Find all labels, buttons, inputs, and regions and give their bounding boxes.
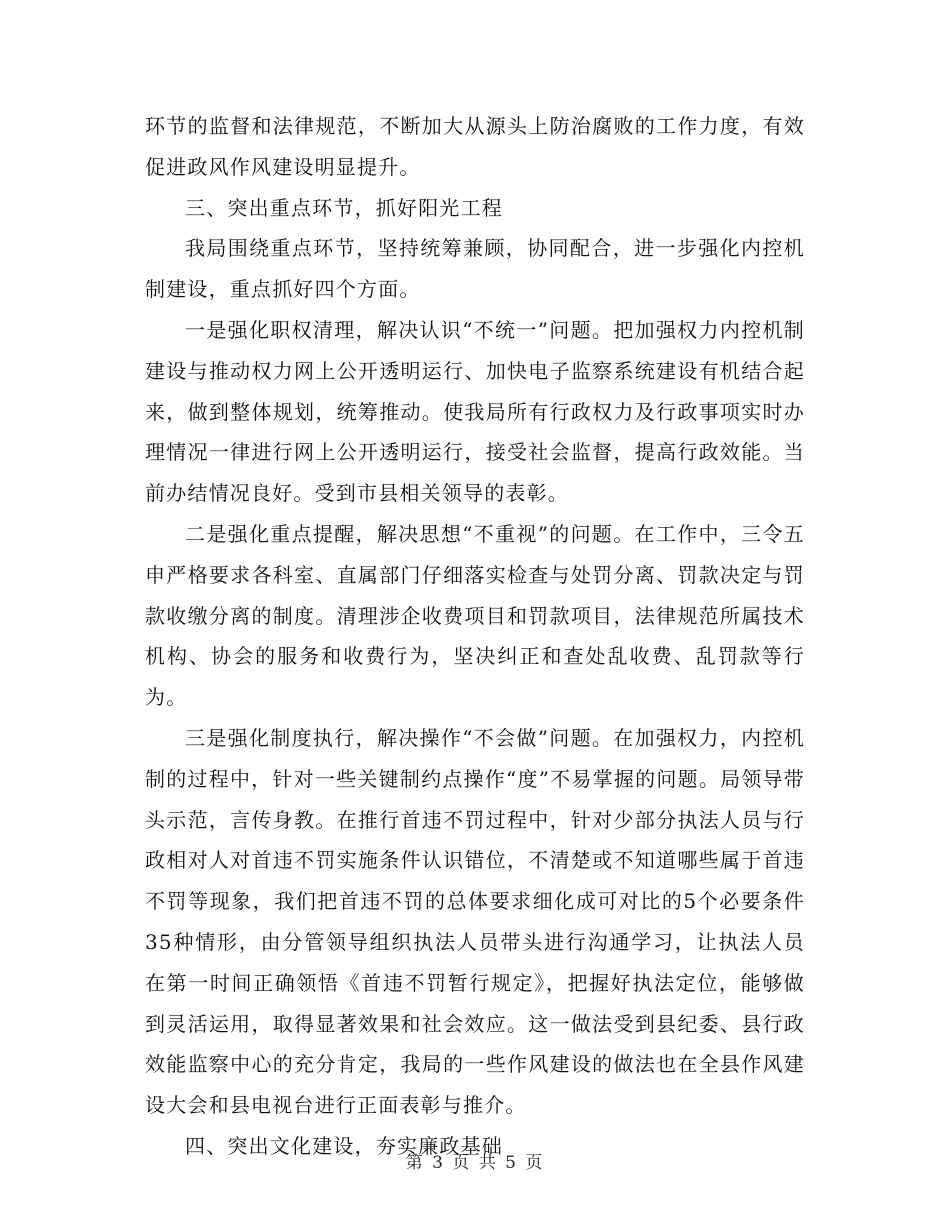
page-footer [0, 1148, 950, 1173]
section-heading-3: 三、突出重点环节，抓好阳光工程 [185, 195, 503, 220]
paragraph-continuation: 环节的监督和法律规范，不断加大从源头上防治腐败的工作力度，有效促进政风作风建设明显提升。 [145, 114, 805, 179]
document-body [145, 106, 805, 1167]
paragraph-intro: 我局围绕重点环节，坚持统筹兼顾，协同配合，进一步强化内控机制建设，重点抓好四个方面。 [145, 236, 805, 302]
paragraph-point-1: 一是强化职权清理，解决认识“不统一”问题。把加强权力内控机制建设与推动权力网上公开透明运行、加快电子监察系统建设有机结合起来，做到整体规划，统筹推动。使我局所有行政权力及行政事项实时办理情况一律进行网上公开透明运行，接受社会监督，提高行政效能。当前办结情况良好。受到市县相关领导的表彰。 [145, 317, 805, 506]
paragraph-point-3: 三是强化制度执行，解决操作“不会做”问题。在加强权力，内控机制的过程中，针对一些关键制约点操作“度”不易掌握的问题。局领导带头示范，言传身教。在推行首违不罚过程中，针对少部分执法人员与行政相对人对首违不罚实施条件认识错位，不清楚或不知道哪些属于首违不罚等现象，我们把首违不罚的总体要求细化成可对比的5个必要条件35种情形，由分管领导组织执法人员带头进行沟通学习，让执法人员在第一时间正确领悟《首违不罚暂行规定》，把握好执法定位，能够做到灵活运用，取得显著效果和社会效应。这一做法受到县纪委、县行政效能监察中心的充分肯定，我局的一些作风建设的做法也在全县作风建设大会和县电视台进行正面表彰与推介。 [145, 725, 805, 1118]
section-heading-4: 四、突出文化建设，夯实廉政基础 [185, 1133, 503, 1158]
page-number: 第 3 页 共 5 页 [405, 1153, 545, 1173]
paragraph-point-2: 二是强化重点提醒，解决思想“不重视”的问题。在工作中，三令五申严格要求各科室、直属部门仔细落实检查与处罚分离、罚款决定与罚款收缴分离的制度。清理涉企收费项目和罚款项目，法律规范所属技术机构、协会的服务和收费行为，坚决纠正和查处乱收费、乱罚款等行为。 [145, 521, 805, 710]
